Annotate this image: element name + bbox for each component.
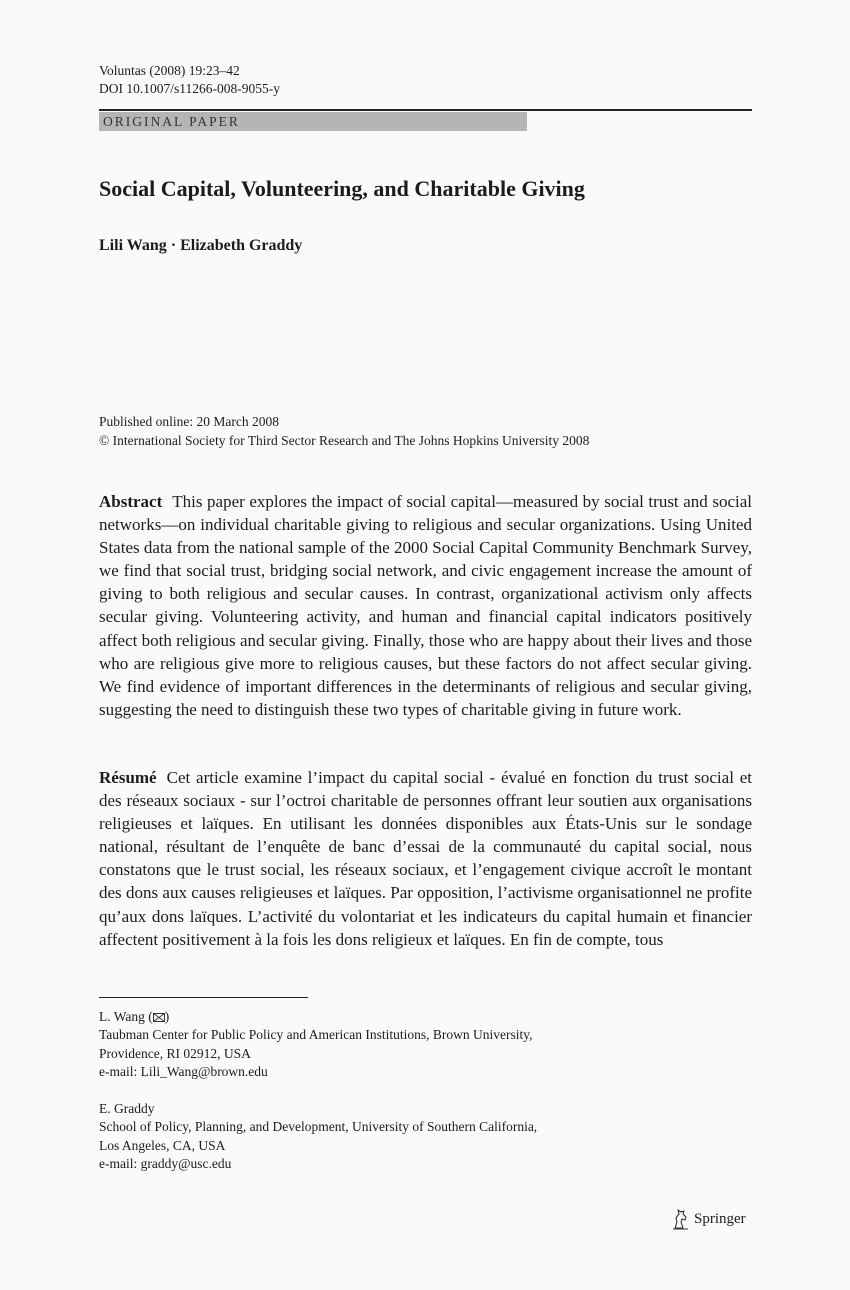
affiliation-wang <box>99 1008 532 1082</box>
institution: School of Policy, Planning, and Development, University of Southern California, <box>99 1119 538 1135</box>
journal-reference <box>99 62 280 98</box>
publication-info <box>99 412 589 450</box>
authors: Lili Wang · Elizabeth Graddy <box>99 237 303 254</box>
resume <box>99 766 752 951</box>
author-name: E. Graddy <box>99 1101 155 1116</box>
abstract-text: This paper explores the impact of social capital—measured by social trust and social networks—on individual charitable giving to religious and secular organizations. Using United States data from the national sample of the 2000 Social Capital Community Benchmark Survey, we find that social trust, bridging social network, and civic engagement increase the amount of giving to both religious and secular causes. In contrast, organizational activism only affects secular giving. Volunteering activity, and human and financial capital indicators positively affect both religious and secular giving. Finally, those who are happy about their lives and those who are religious give more to religious causes, but these factors do not affect secular giving. We find evidence of important differences in the determinants of religious and secular giving, suggesting the need to distinguish these two types of charitable giving in future work. <box>99 492 752 719</box>
location: Los Angeles, CA, USA <box>99 1137 226 1153</box>
publisher-name: Springer <box>694 1211 746 1227</box>
email: e-mail: Lili_Wang@brown.edu <box>99 1064 268 1080</box>
journal-citation: Voluntas (2008) 19:23–42 <box>99 63 240 78</box>
section-label: ORIGINAL PAPER <box>99 112 527 131</box>
author-name: L. Wang ( <box>99 1009 153 1024</box>
affiliation-graddy <box>99 1100 537 1174</box>
abstract <box>99 490 752 721</box>
author-name-line <box>99 1008 532 1026</box>
published-date: Published online: 20 March 2008 <box>99 414 279 429</box>
header-rule <box>99 109 752 111</box>
location: Providence, RI 02912, USA <box>99 1045 251 1061</box>
resume-text: Cet article examine l’impact du capital social - évalué en fonction du trust social et des réseaux sociaux - sur l’octroi charitable de personnes offrant leur soutien aux organisations religieuses et laïques. En utilisant les données disponibles aux États-Unis sur le sondage national, résultant de l’enquête de banc d’essai de la communauté du capital social, nous constatons que le trust social, les réseaux sociaux, et l’engagement civique accroît le montant des dons aux causes religieuses et laïques. Par opposition, l’activisme organisationnel ne profite qu’aux dons laïques. L’activité du volontariat et les indicateurs du capital humain et financier affectent positivement à la fois les dons religieux et laïques. En fin de compte, tous <box>99 768 752 949</box>
abstract-heading: Abstract <box>99 492 163 511</box>
footnote-rule <box>99 997 308 998</box>
publisher-mark <box>671 1208 746 1230</box>
article-title: Social Capital, Volunteering, and Charitable Giving <box>99 176 585 201</box>
springer-horse-icon <box>671 1208 691 1230</box>
envelope-icon <box>153 1013 165 1022</box>
resume-heading: Résumé <box>99 768 157 787</box>
doi: DOI 10.1007/s11266-008-9055-y <box>99 81 280 96</box>
copyright: © International Society for Third Sector Research and The Johns Hopkins University 2008 <box>99 433 590 448</box>
author-name-close: ) <box>164 1009 170 1024</box>
institution: Taubman Center for Public Policy and American Institutions, Brown University, <box>99 1027 533 1043</box>
email: e-mail: graddy@usc.edu <box>99 1156 232 1172</box>
